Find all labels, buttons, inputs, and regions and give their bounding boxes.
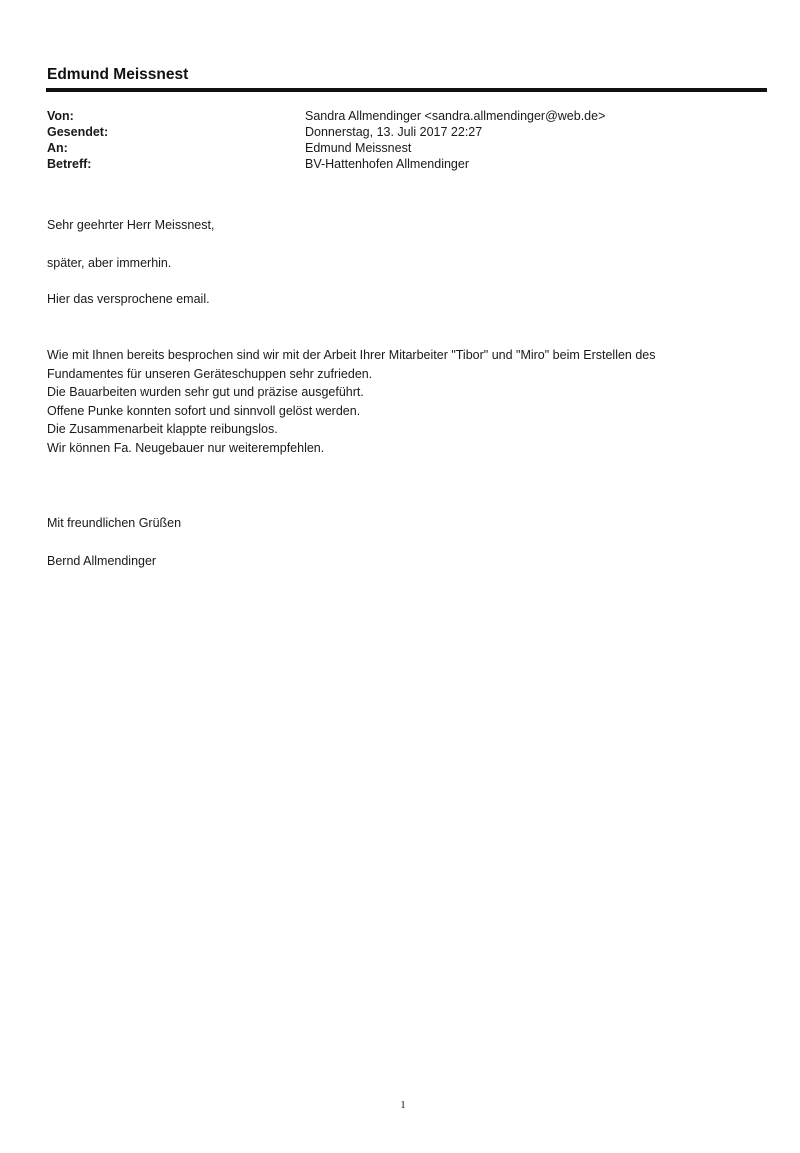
header-label-sent: Gesendet: xyxy=(47,125,109,139)
title-divider xyxy=(46,88,767,92)
email-header xyxy=(47,108,767,172)
message-line: Fundamentes für unseren Geräteschuppen sehr zufrieden. xyxy=(47,366,373,381)
message-line: Offene Punke konnten sofort und sinnvoll gelöst werden. xyxy=(47,403,361,418)
message-line: Wie mit Ihnen bereits besprochen sind wir mit der Arbeit Ihrer Mitarbeiter "Tibor" und "Miro" beim Erstellen des xyxy=(47,348,656,362)
intro-line: später, aber immerhin. xyxy=(47,256,172,270)
header-value-sent: Donnerstag, 13. Juli 2017 22:27 xyxy=(305,125,483,139)
document-title: Edmund Meissnest xyxy=(47,66,189,83)
closing-line: Mit freundlichen Grüßen xyxy=(47,516,182,530)
header-label-from: Von: xyxy=(47,109,74,123)
signature-name: Bernd Allmendinger xyxy=(47,554,157,568)
message-line: Wir können Fa. Neugebauer nur weiterempfehlen. xyxy=(47,440,325,455)
header-row-from xyxy=(47,108,767,124)
header-label-to: An: xyxy=(47,141,68,155)
greeting-line: Sehr geehrter Herr Meissnest, xyxy=(47,218,215,232)
header-row-subject xyxy=(47,156,767,172)
header-value-from: Sandra Allmendinger <sandra.allmendinger@web.de> xyxy=(305,109,606,123)
message-line: Die Zusammenarbeit klappte reibungslos. xyxy=(47,422,278,436)
header-value-subject: BV-Hattenhofen Allmendinger xyxy=(305,157,469,171)
header-row-to xyxy=(47,140,767,156)
header-label-subject: Betreff: xyxy=(47,157,92,171)
header-value-to: Edmund Meissnest xyxy=(305,141,412,155)
page-number: 1 xyxy=(400,1099,406,1111)
message-body xyxy=(47,346,656,457)
message-line: Die Bauarbeiten wurden sehr gut und präzise ausgeführt. xyxy=(47,385,364,399)
header-row-sent xyxy=(47,124,767,140)
intro-line: Hier das versprochene email. xyxy=(47,292,210,306)
